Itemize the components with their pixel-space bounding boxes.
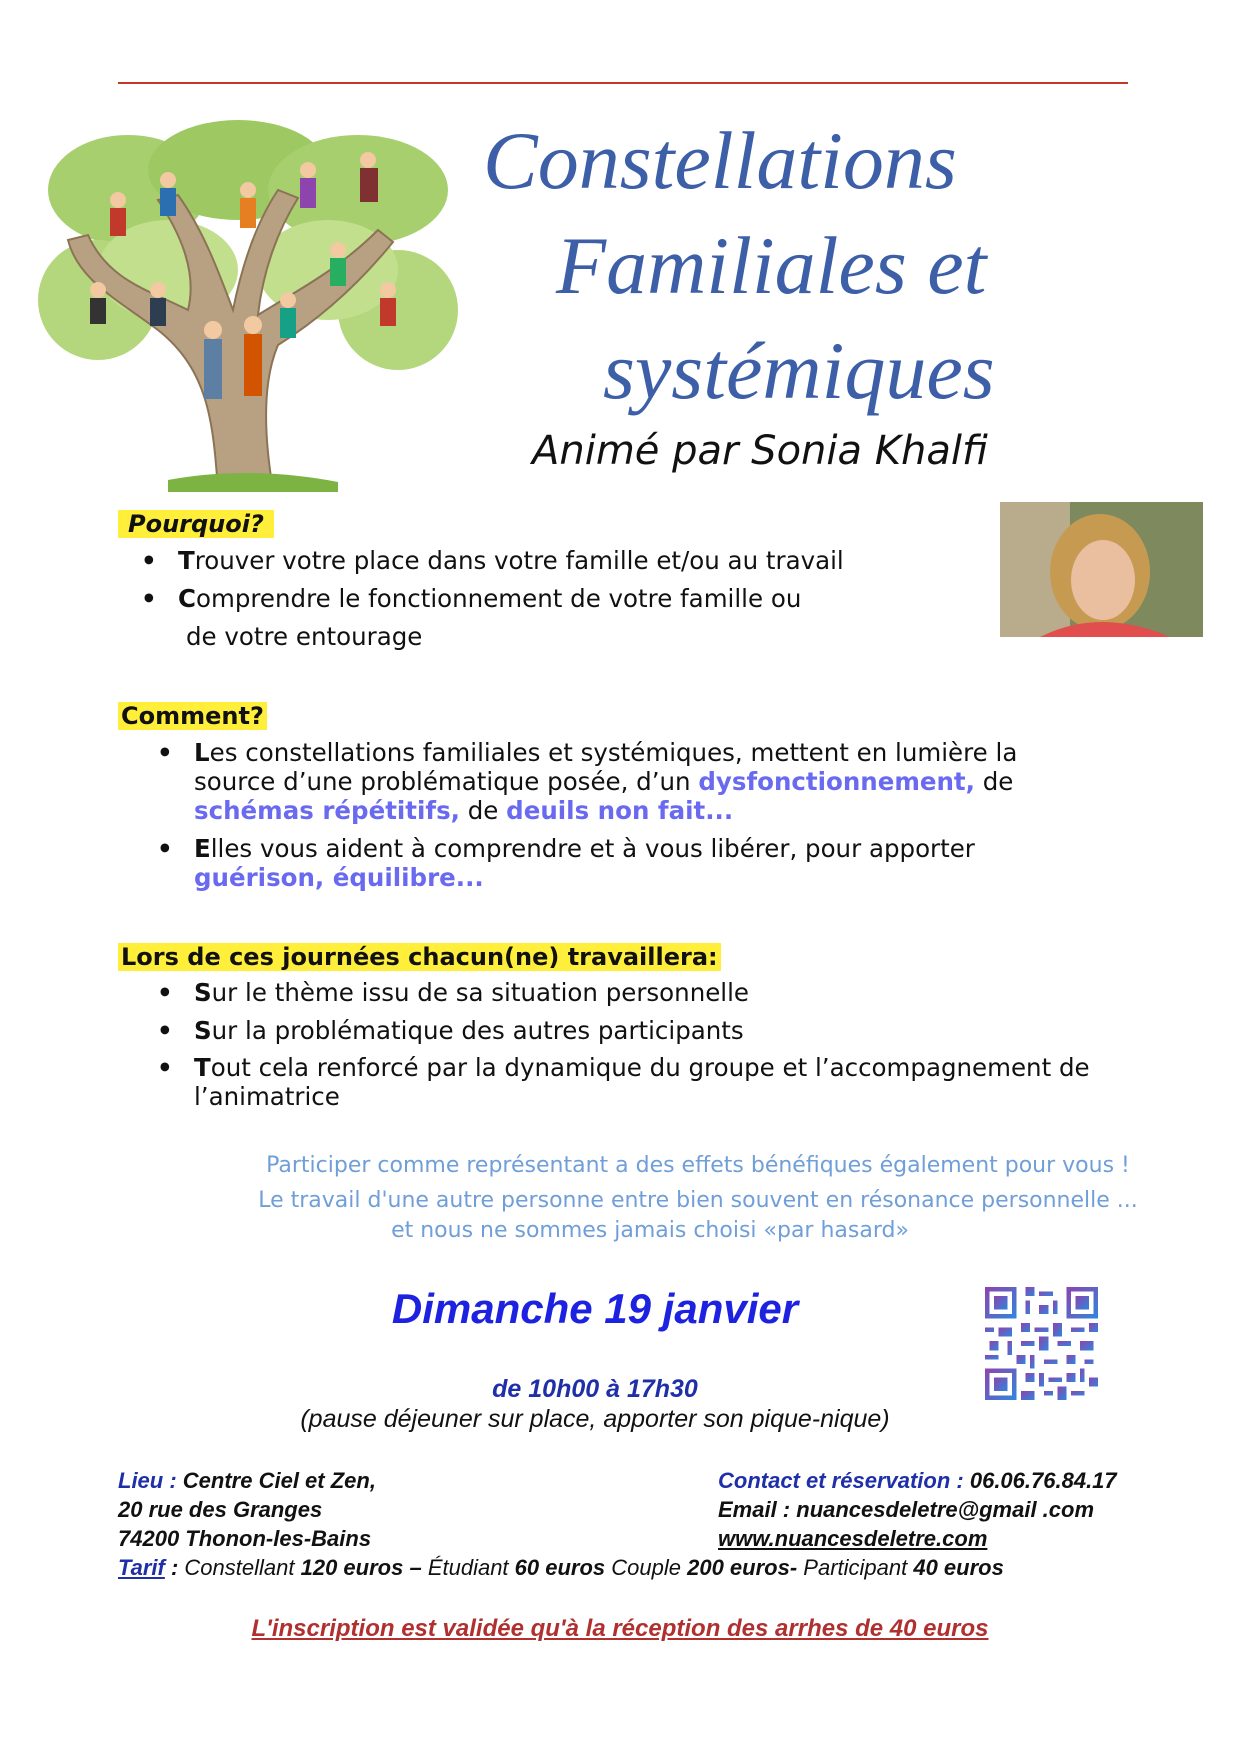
subtitle: Animé par Sonia Khalfi <box>532 428 988 474</box>
list-item: • Comprendre le fonctionnement de votre famille ou <box>141 584 802 613</box>
title-line-3: systémiques <box>603 325 995 416</box>
quote-line-2: Le travail d'une autre personne entre bien souvent en résonance personnelle ... <box>258 1188 1138 1213</box>
pourquoi-heading: Pourquoi? <box>118 510 274 538</box>
pricing-line: Tarif : Constellant 120 euros – Étudiant 60 euros Couple 200 euros- Participant 40 euros <box>118 1555 1004 1580</box>
venue-name: Lieu : Centre Ciel et Zen, <box>118 1468 376 1493</box>
top-rule <box>118 82 1128 84</box>
portrait-photo <box>1000 502 1203 637</box>
event-hours: de 10h00 à 17h30 <box>492 1375 698 1403</box>
lors-heading: Lors de ces journées chacun(ne) travaillera: <box>118 943 721 971</box>
website-link[interactable]: www.nuancesdeletre.com <box>718 1526 988 1551</box>
venue-city: 74200 Thonon-les-Bains <box>118 1526 372 1551</box>
list-item: • Sur le thème issu de sa situation personnelle <box>157 978 749 1007</box>
family-tree-illustration <box>38 120 458 500</box>
bullet-icon: • <box>157 738 173 767</box>
bullet-icon: • <box>141 584 157 613</box>
grass <box>168 473 338 492</box>
list-item: • Trouver votre place dans votre famille et/ou au travail <box>141 546 844 575</box>
contact-phone[interactable]: Contact et réservation : 06.06.76.84.17 <box>718 1468 1117 1493</box>
title-line-2: Familiales et <box>556 220 987 311</box>
bullet-icon: • <box>157 834 173 863</box>
qr-code-icon[interactable] <box>985 1287 1098 1400</box>
bullet-icon: • <box>157 978 173 1007</box>
list-item: • Sur la problématique des autres participants <box>157 1016 744 1045</box>
quote-line-3: et nous ne sommes jamais choisi «par hasard» <box>391 1218 909 1243</box>
title-line-1: Constellations <box>483 115 957 206</box>
bullet-icon: • <box>141 546 157 575</box>
venue-street: 20 rue des Granges <box>118 1497 323 1522</box>
bullet-icon: • <box>157 1016 173 1045</box>
bullet-icon: • <box>157 1053 173 1082</box>
quote-line-1: Participer comme représentant a des effets bénéfiques également pour vous ! <box>266 1153 1130 1178</box>
list-item-continuation: de votre entourage <box>186 622 423 651</box>
list-item: • Les constellations familiales et systémiques, mettent en lumière la source d’une problématique posée, d’un dysfonctionnement, de schémas répétitifs, de deuils non fait... <box>157 738 1018 825</box>
comment-heading: Comment? <box>118 702 267 730</box>
list-item: • Tout cela renforcé par la dynamique du groupe et l’accompagnement de l’animatrice <box>157 1053 1090 1111</box>
event-pause-note: (pause déjeuner sur place, apporter son pique-nique) <box>300 1405 890 1433</box>
contact-email[interactable]: Email : nuancesdeletre@gmail .com <box>718 1497 1095 1522</box>
list-item: • Elles vous aident à comprendre et à vous libérer, pour apporter guérison, équilibre... <box>157 834 975 892</box>
event-date: Dimanche 19 janvier <box>391 1285 799 1332</box>
registration-notice: L'inscription est validée qu'à la réception des arrhes de 40 euros <box>251 1615 989 1642</box>
